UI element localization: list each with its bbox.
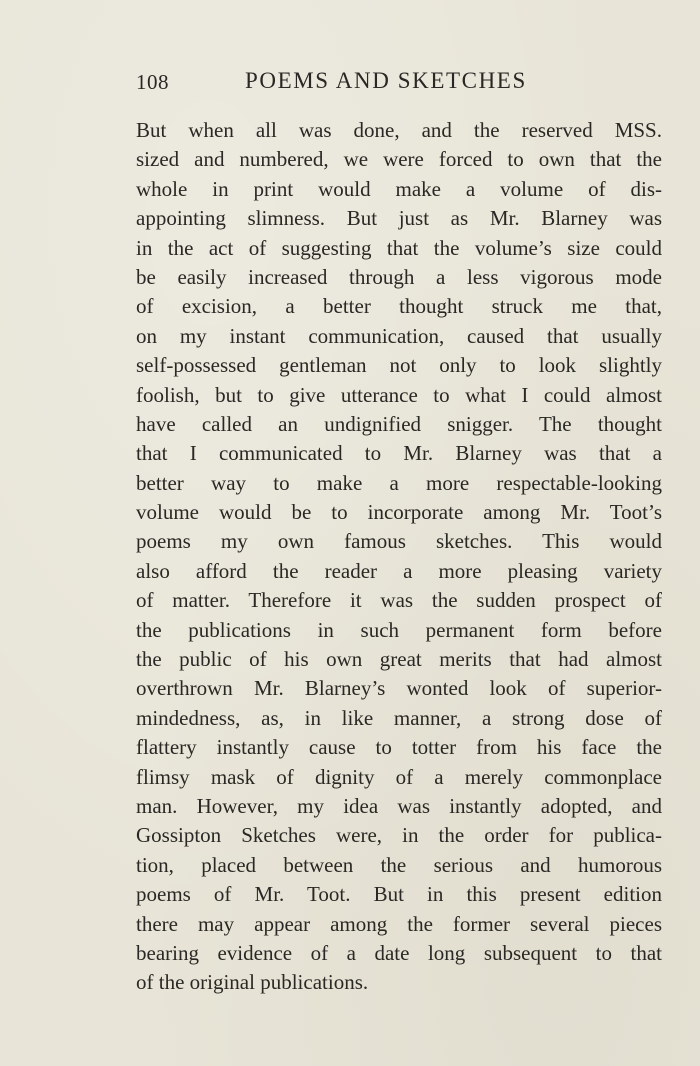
running-head <box>136 68 662 98</box>
text-line: of the original publications. <box>136 970 369 995</box>
text-line: the publications in such permanent form before <box>136 617 662 642</box>
text-line: volume would be to incorporate among Mr. Toot’s <box>136 500 662 525</box>
text-line: man. However, my idea was instantly adopted, and <box>136 793 662 818</box>
text-line: mindedness, as, in like manner, a strong dose of <box>136 705 662 730</box>
text-line: poems of Mr. Toot. But in this present edition <box>136 882 662 907</box>
text-line: flimsy mask of dignity of a merely commonplace <box>136 764 662 789</box>
text-line: foolish, but to give utterance to what I could almost <box>136 382 662 407</box>
text-line: self-possessed gentleman not only to look slightly <box>136 353 662 378</box>
text-line: whole in print would make a volume of dis- <box>136 176 662 201</box>
book-title: POEMS AND SKETCHES <box>245 68 527 93</box>
text-line: poems my own famous sketches. This would <box>136 529 662 554</box>
text-line: also afford the reader a more pleasing variety <box>136 558 662 583</box>
text-line: Gossipton Sketches were, in the order for publica- <box>136 823 662 848</box>
text-line: that I communicated to Mr. Blarney was that a <box>136 441 662 466</box>
text-line: better way to make a more respectable-looking <box>136 470 662 495</box>
text-line: flattery instantly cause to totter from his face the <box>136 735 662 760</box>
text-line: on my instant communication, caused that usually <box>136 323 662 348</box>
text-line: But when all was done, and the reserved MSS. <box>136 118 662 142</box>
text-line: bearing evidence of a date long subsequent to that <box>136 940 662 965</box>
text-line: appointing slimness. But just as Mr. Blarney was <box>136 206 662 231</box>
body-text <box>136 116 662 998</box>
text-line: in the act of suggesting that the volume’s size could <box>136 235 662 260</box>
text-line: of excision, a better thought struck me that, <box>136 294 662 319</box>
text-line: overthrown Mr. Blarney’s wonted look of superior- <box>136 676 662 701</box>
text-line: there may appear among the former several pieces <box>136 911 662 936</box>
text-line: be easily increased through a less vigorous mode <box>136 264 662 289</box>
page-number: 108 <box>136 70 169 94</box>
text-line: sized and numbered, we were forced to own that the <box>136 147 662 172</box>
text-line: have called an undignified snigger. The thought <box>136 411 662 436</box>
text-line: tion, placed between the serious and humorous <box>136 852 662 877</box>
text-line: the public of his own great merits that had almost <box>136 647 662 672</box>
text-line: of matter. Therefore it was the sudden prospect of <box>136 588 662 613</box>
